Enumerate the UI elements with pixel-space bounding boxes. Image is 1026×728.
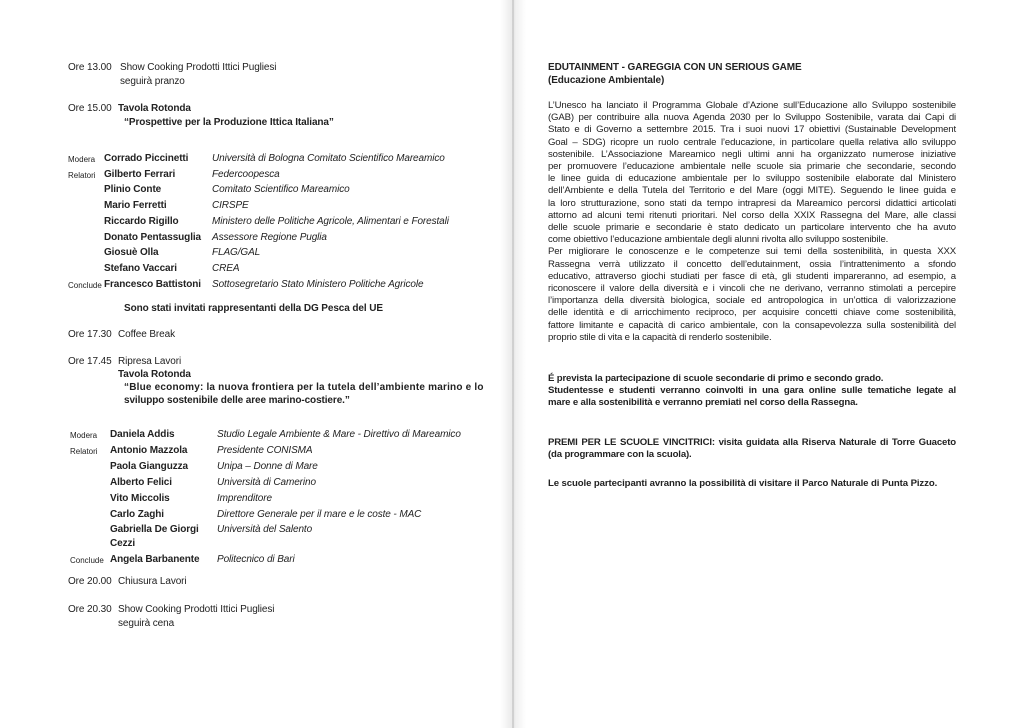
panel-speaker-name: Francesco Battistoni xyxy=(104,278,201,290)
roundtable-title: “Blue economy: la nuova frontiera per la tutela dell’ambiente marino e lo xyxy=(124,382,484,393)
panel-speaker-name: Mario Ferretti xyxy=(104,200,167,212)
panel-speaker-affiliation: CREA xyxy=(212,262,240,274)
section-subheading: (Educazione Ambientale) xyxy=(548,75,665,86)
panel-speaker-affiliation: Politecnico di Bari xyxy=(217,554,295,566)
text-line: (da programmare con la scuola). xyxy=(548,449,692,461)
session-subtitle: seguirà cena xyxy=(118,618,175,629)
text-line: riconoscere il valore della diversità e i vincoli che ne derivano, verranno stimolati a percepire xyxy=(548,283,956,295)
panel-speaker-name: Daniela Addis xyxy=(110,429,175,440)
text-line: Stato e di Governo a settembre 2015. Tra i suoi nuovi 17 obiettivi (Sustainable Development xyxy=(548,124,956,136)
panel-speaker-affiliation: Sottosegretario Stato Ministero Politiche Agricole xyxy=(212,278,424,290)
panel-speaker-affiliation: Ministero delle Politiche Agricole, Alimentari e Forestali xyxy=(212,215,449,227)
session-title: Show Cooking Prodotti Ittici Pugliesi xyxy=(118,604,275,615)
right-page xyxy=(514,0,1026,728)
text-line: delle identità e di arricchimento reciproco, per acquisire concetti chiave come sostenibilità, xyxy=(548,307,956,319)
closing-text: Le scuole partecipanti avranno la possibilità di visitare il Parco Naturale di Punta Pizzo. xyxy=(548,478,938,489)
session-subtitle: seguirà pranzo xyxy=(120,76,185,87)
text-line: come obiettivo l’educazione ambientale degli alunni rivolta allo sviluppo sostenibile. xyxy=(548,234,889,246)
session-time: Ore 17.45 xyxy=(68,356,112,367)
panel-role: Conclude xyxy=(70,556,104,566)
text-line: mare e alla sostenibilità e verranno premiati nel corso della Rassegna. xyxy=(548,397,858,409)
panel-speaker-affiliation: Università di Bologna Comitato Scientifico Mareamico xyxy=(212,153,445,164)
text-line: L’Unesco ha lanciato il Programma Globale d’Azione sull’Educazione allo Sviluppo sostenibile xyxy=(548,100,956,111)
body-text xyxy=(548,100,956,344)
panel-role: Modera xyxy=(68,155,96,164)
panel-speaker-name: Carlo Zaghi xyxy=(110,508,164,520)
panel-role: Relatori xyxy=(70,446,98,456)
panel-speaker-name: Plinio Conte xyxy=(104,184,162,196)
panel-speaker-name: Vito Miccolis xyxy=(110,492,170,504)
session-title: Coffee Break xyxy=(118,329,175,340)
panel-speaker-name: Antonio Mazzola xyxy=(110,444,188,456)
panel-speaker-name: Paola Gianguzza xyxy=(110,460,188,472)
panel-speaker-affiliation: Imprenditore xyxy=(217,492,272,504)
text-line: educativo, attraverso giochi studiati per fasce di età, gli studenti impareranno, ad esempio, a xyxy=(548,270,956,282)
session-time: Ore 20.00 xyxy=(68,576,112,587)
invited-note: Sono stati invitati rappresentanti della DG Pesca del UE xyxy=(124,303,383,314)
session-title: Tavola Rotonda xyxy=(118,103,191,114)
panel-speaker-affiliation: Comitato Scientifico Mareamico xyxy=(212,184,350,196)
panel-speaker-name: Angela Barbanente xyxy=(110,554,200,566)
panel-speaker-affiliation: CIRSPE xyxy=(212,200,249,212)
panel-speaker-affiliation: Università di Camerino xyxy=(217,476,316,488)
panel-speaker-affiliation: Studio Legale Ambiente & Mare - Direttivo di Mareamico xyxy=(217,429,461,440)
roundtable-title-cont: sviluppo sostenibile delle aree marino-costiere.” xyxy=(124,395,350,406)
panel-speaker-affiliation: FLAG/GAL xyxy=(212,247,261,259)
text-line: Per migliorare le conoscenze e le competenze sui temi della sostenibilità, in questa XXX xyxy=(548,246,956,258)
panel-speaker-name: Gilberto Ferrari xyxy=(104,168,176,180)
text-line: le linee guida di educazione ambientale per lo sviluppo sostenibile elaborate dal Ministero xyxy=(548,173,956,185)
panel-speaker-name: Riccardo Rigillo xyxy=(104,215,179,227)
participation-text xyxy=(548,373,956,410)
panel-speaker-affiliation: Federcoopesca xyxy=(212,168,280,180)
panel-speaker-affiliation: Presidente CONISMA xyxy=(217,444,313,456)
text-line: Goal – SDG) ricopre un ruolo centrale l’educazione, in particolare quella relativa allo sviluppo xyxy=(548,136,956,148)
section-heading: EDUTAINMENT - GAREGGIA CON UN SERIOUS GAME xyxy=(548,62,802,73)
text-line: delle scuole primarie e secondarie è stato dedicato un particolare intervento che ha avuto xyxy=(548,222,956,234)
text-line: Rassegna verrà utilizzato il concetto dell’edutainment, ossia l’intrattenimento a sfondo xyxy=(548,258,956,270)
panel-speaker-name: Corrado Piccinetti xyxy=(104,153,189,164)
left-page xyxy=(0,0,512,728)
text-line: la loro strutturazione, sono stati da tempo intrapresi da Mareamico percorsi didattici articolati xyxy=(548,197,956,209)
session-title: Show Cooking Prodotti Ittici Pugliesi xyxy=(120,62,277,73)
session-time: Ore 13.00 xyxy=(68,62,112,73)
text-line: PREMI PER LE SCUOLE VINCITRICI: visita guidata alla Riserva Naturale di Torre Guaceto xyxy=(548,437,956,448)
panel-speaker-name: Donato Pentassuglia xyxy=(104,231,202,243)
panel-speaker-affiliation: Università del Salento xyxy=(217,524,313,536)
panel-role: Modera xyxy=(70,431,98,440)
text-line: per promuovere l’educazione ambientale nelle scuole sia primarie che secondarie, secondo xyxy=(548,161,956,173)
panel-speaker-name: Giosuè Olla xyxy=(104,247,159,259)
session-time: Ore 17.30 xyxy=(68,329,112,340)
text-line: (GAB) per contribuire alla nuova Agenda 2030 per lo Sviluppo Sostenibile, varata dai Capi di xyxy=(548,112,956,124)
session-subtitle: Tavola Rotonda xyxy=(118,369,191,380)
panel-speaker-name: Cezzi xyxy=(110,538,136,550)
page-fold-shadow xyxy=(500,0,526,728)
panel-speaker-name: Stefano Vaccari xyxy=(104,262,177,274)
text-line: attorno ad alcuni temi ritenuti prioritari. Nel corso della XXIX Rassegna del Mare, alle classi xyxy=(548,209,956,221)
session-time: Ore 20.30 xyxy=(68,604,112,615)
panel-speaker-affiliation: Unipa – Donne di Mare xyxy=(217,460,318,472)
roundtable-title: “Prospettive per la Produzione Ittica Italiana” xyxy=(124,117,334,128)
panel-role: Relatori xyxy=(68,170,96,180)
prizes-text xyxy=(548,437,956,461)
session-title: Ripresa Lavori xyxy=(118,356,182,367)
text-line: proprio stile di vita e la capacità di renderlo sostenibile. xyxy=(548,331,772,343)
text-line: sostenibile. L’Associazione Mareamico negli ultimi anni ha organizzato numerose iniziative xyxy=(548,148,956,160)
panel-speaker-affiliation: Assessore Regione Puglia xyxy=(212,231,327,243)
panel-speaker-affiliation: Direttore Generale per il mare e le coste - MAC xyxy=(217,508,422,520)
text-line: fattore limitante e capacità di carico ambientale, con la consapevolezza sulla sostenibilità del xyxy=(548,319,956,331)
text-line: dell’Ambiente e della Tutela del Territorio e del Mare (oggi MITE). Seguendo le linee guida e xyxy=(548,185,956,197)
session-time: Ore 15.00 xyxy=(68,103,112,114)
text-line: É prevista la partecipazione di scuole secondarie di primo e secondo grado. xyxy=(548,373,884,384)
text-line: l’importanza della diversità biologica, sociale ed antropologica in un’ottica di valorizzazione xyxy=(548,295,956,307)
panel-speaker-name: Alberto Felici xyxy=(110,476,172,488)
text-line: Studentesse e studenti verranno coinvolti in una gara online sulle tematiche legate al xyxy=(548,385,956,397)
panel-speaker-name: Gabriella De Giorgi xyxy=(110,524,199,536)
session-title: Chiusura Lavori xyxy=(118,576,187,587)
panel-role: Conclude xyxy=(68,280,102,290)
